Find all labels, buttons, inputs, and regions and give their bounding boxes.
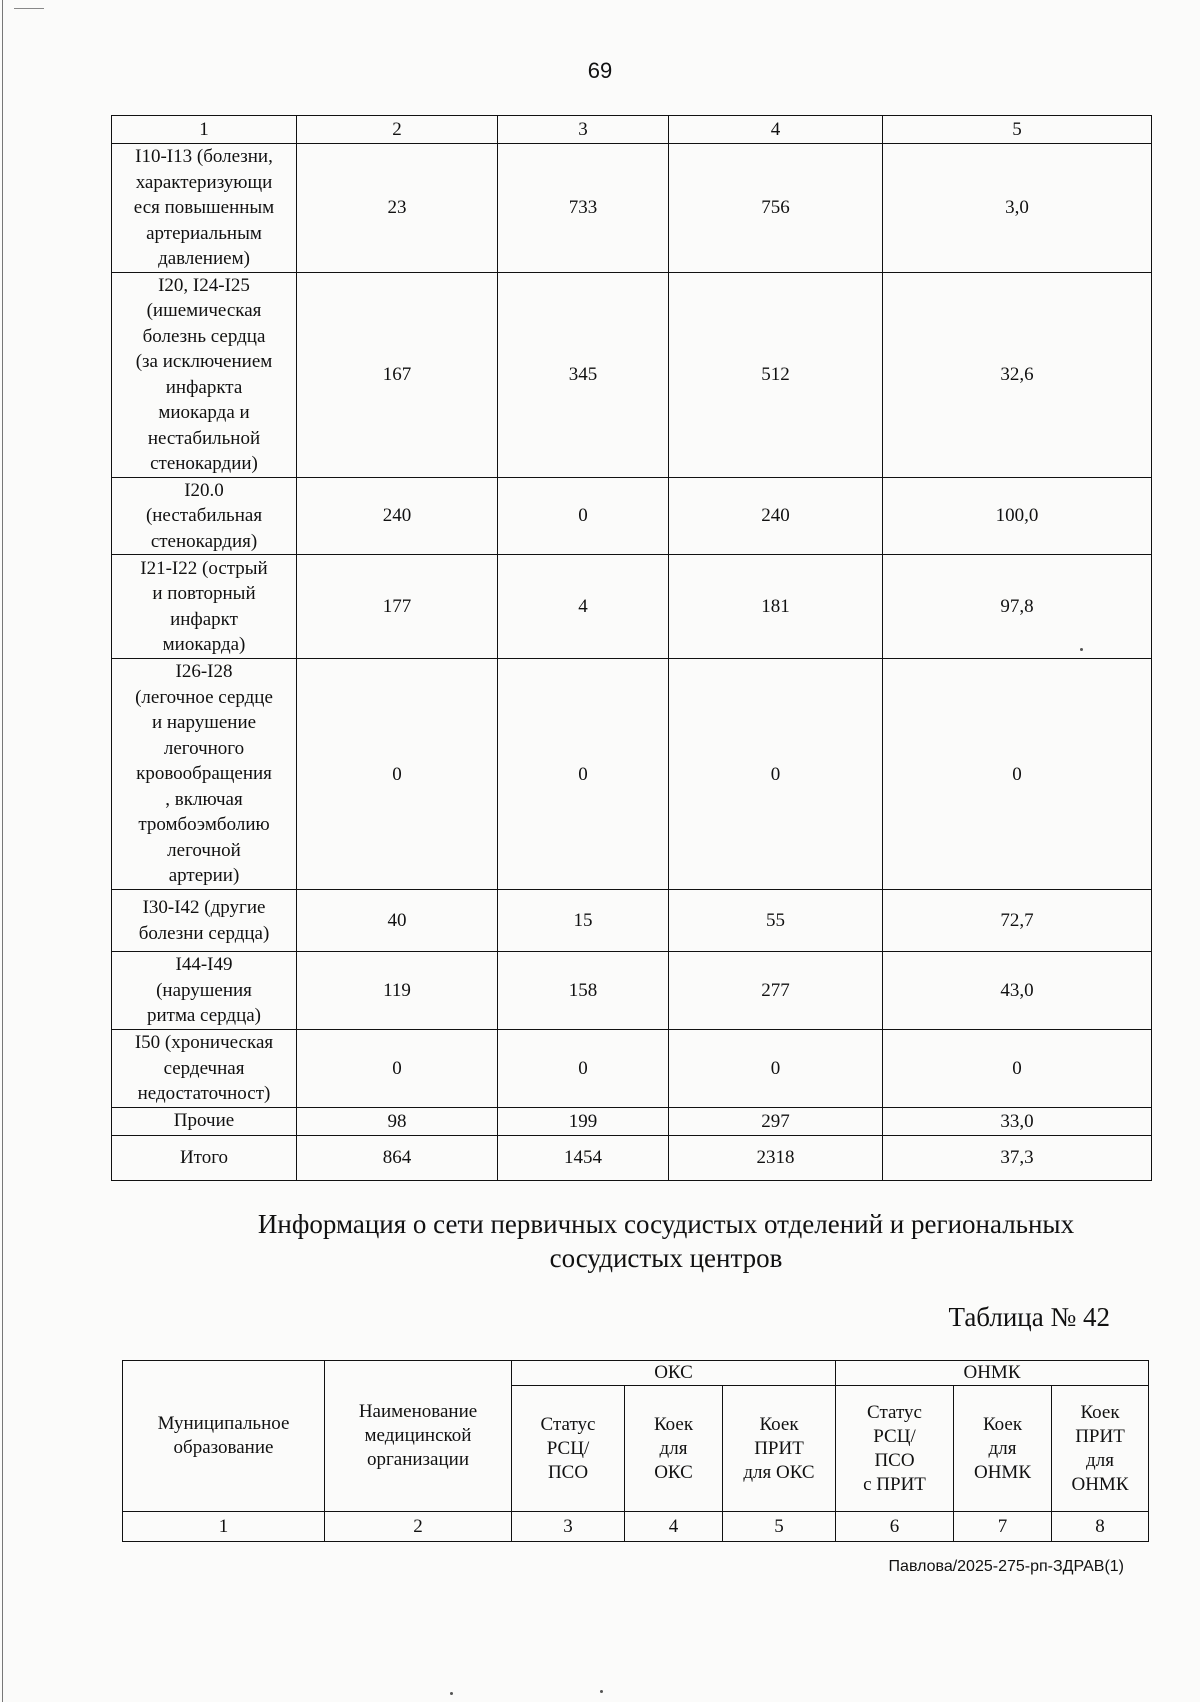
value-cell: 199 xyxy=(498,1107,669,1135)
value-cell: 0 xyxy=(883,659,1152,890)
header-line: с ПРИТ xyxy=(863,1473,926,1495)
value-cell: 98 xyxy=(297,1107,498,1135)
value-cell: 240 xyxy=(669,477,883,555)
header-group-oks: ОКС xyxy=(512,1361,836,1386)
diagnosis-line: (ишемическая xyxy=(146,300,262,321)
diagnosis-line: I50 (хроническая xyxy=(134,1032,274,1053)
diagnosis-line: I10-I13 (болезни, xyxy=(135,146,273,167)
diagnosis-line: еся повышенным xyxy=(133,197,275,218)
scan-speck xyxy=(600,1690,603,1693)
header-line: ПСО xyxy=(547,1461,589,1483)
value-cell: 345 xyxy=(498,272,669,477)
column-number: 1 xyxy=(123,1512,325,1542)
header-organization xyxy=(325,1361,512,1512)
value-cell: 43,0 xyxy=(883,952,1152,1030)
section-title-line: сосудистых центров xyxy=(549,1243,783,1273)
value-cell: 119 xyxy=(297,952,498,1030)
header-oks-beds xyxy=(625,1386,723,1512)
diagnosis-cell xyxy=(112,555,297,659)
diagnosis-cell xyxy=(112,1107,297,1135)
header-line: ОНМК xyxy=(1071,1473,1129,1495)
diagnosis-line: и повторный xyxy=(152,583,256,604)
value-cell: 240 xyxy=(297,477,498,555)
header-line: Статус xyxy=(540,1413,596,1435)
diagnosis-line: инфаркта xyxy=(165,376,243,398)
diagnosis-line: I21-I22 (острый xyxy=(140,557,268,579)
diagnosis-cell xyxy=(112,1030,297,1108)
diagnosis-line: артериальным xyxy=(146,222,262,244)
value-cell: 40 xyxy=(297,890,498,952)
column-number: 5 xyxy=(883,116,1152,144)
column-number: 4 xyxy=(669,116,883,144)
column-number: 1 xyxy=(112,116,297,144)
scan-speck xyxy=(450,1692,453,1695)
column-number: 3 xyxy=(512,1512,625,1542)
value-cell: 0 xyxy=(498,477,669,555)
header-line: Муниципальное xyxy=(157,1413,290,1434)
diagnosis-cell xyxy=(112,659,297,890)
header-onmk-icu-beds xyxy=(1052,1386,1149,1512)
table-row xyxy=(112,1030,1152,1108)
diagnosis-line: (за исключением xyxy=(135,351,273,372)
value-cell: 0 xyxy=(669,659,883,890)
value-cell: 0 xyxy=(297,659,498,890)
value-cell: 100,0 xyxy=(883,477,1152,555)
header-line: РСЦ/ xyxy=(546,1437,590,1459)
diagnosis-cell xyxy=(112,272,297,477)
value-cell: 733 xyxy=(498,144,669,273)
header-onmk-beds xyxy=(954,1386,1052,1512)
diagnosis-line: кровообращения xyxy=(136,763,272,785)
diagnosis-line: и нарушение xyxy=(151,712,257,734)
table-row xyxy=(112,952,1152,1030)
value-cell: 0 xyxy=(498,659,669,890)
diagnosis-line: , включая xyxy=(165,788,243,810)
value-cell: 158 xyxy=(498,952,669,1030)
diagnosis-line: Прочие xyxy=(173,1110,235,1132)
value-cell: 55 xyxy=(669,890,883,952)
header-line: для ОКС xyxy=(743,1461,815,1483)
table-row xyxy=(112,1135,1152,1180)
scan-mark xyxy=(14,8,44,9)
diagnosis-cell xyxy=(112,952,297,1030)
value-cell: 37,3 xyxy=(883,1135,1152,1180)
diagnosis-line: миокарда) xyxy=(162,634,246,655)
table-row xyxy=(112,272,1152,477)
header-line: Статус xyxy=(867,1401,922,1423)
value-cell: 756 xyxy=(669,144,883,273)
value-cell: 32,6 xyxy=(883,272,1152,477)
value-cell: 864 xyxy=(297,1135,498,1180)
column-number: 7 xyxy=(954,1512,1052,1542)
table-row xyxy=(112,477,1152,555)
value-cell: 1454 xyxy=(498,1135,669,1180)
section-title-line: Информация о сети первичных сосудистых отделений и региональных xyxy=(257,1209,1075,1239)
scan-speck xyxy=(1080,648,1083,651)
value-cell: 177 xyxy=(297,555,498,659)
diagnosis-line: (нестабильная xyxy=(145,505,263,526)
header-line: Коек xyxy=(759,1413,799,1435)
diagnosis-line: сердечная xyxy=(163,1057,245,1079)
table-row xyxy=(112,659,1152,890)
column-number: 8 xyxy=(1052,1512,1149,1542)
section-title xyxy=(226,1207,1106,1275)
diagnosis-table-body xyxy=(112,144,1152,1181)
diagnosis-line: стенокардия) xyxy=(150,530,258,552)
column-number-row xyxy=(112,116,1152,144)
vascular-centers-table xyxy=(122,1360,1149,1542)
header-line: для xyxy=(659,1437,688,1459)
header-line: для xyxy=(988,1437,1017,1459)
diagnosis-line: миокарда и xyxy=(158,402,250,423)
diagnosis-line: (нарушения xyxy=(156,979,252,1001)
document-footer-code: Павлова/2025-275-рп-ЗДРАВ(1) xyxy=(888,1558,1124,1575)
diagnosis-line: легочной xyxy=(167,839,241,861)
column-number: 5 xyxy=(723,1512,836,1542)
diagnosis-line: болезни сердца) xyxy=(138,922,270,944)
diagnosis-line: недостаточност) xyxy=(137,1083,271,1104)
diagnosis-line: I20, I24-I25 xyxy=(158,274,250,296)
diagnosis-cell xyxy=(112,890,297,952)
header-line: Коек xyxy=(1080,1401,1120,1423)
header-line: Коек xyxy=(982,1413,1023,1435)
diagnosis-cell xyxy=(112,477,297,555)
table-row xyxy=(112,890,1152,952)
table-row xyxy=(112,555,1152,659)
table-label: Таблица № 42 xyxy=(948,1302,1110,1332)
column-number: 2 xyxy=(325,1512,512,1542)
value-cell: 277 xyxy=(669,952,883,1030)
value-cell: 2318 xyxy=(669,1135,883,1180)
scan-left-edge xyxy=(2,0,3,1702)
value-cell: 167 xyxy=(297,272,498,477)
diagnosis-line: I30-I42 (другие xyxy=(142,897,266,918)
column-number: 4 xyxy=(625,1512,723,1542)
header-line: ПСО xyxy=(874,1449,915,1471)
value-cell: 72,7 xyxy=(883,890,1152,952)
column-number: 3 xyxy=(498,116,669,144)
header-oks-status xyxy=(512,1386,625,1512)
diagnosis-line: I20.0 xyxy=(184,479,224,501)
value-cell: 0 xyxy=(297,1030,498,1108)
diagnosis-line: тромбоэмболию xyxy=(138,814,270,836)
value-cell: 33,0 xyxy=(883,1107,1152,1135)
header-municipal xyxy=(123,1361,325,1512)
diagnosis-line: (легочное сердце xyxy=(135,686,273,708)
header-line: образование xyxy=(173,1437,274,1458)
diagnosis-line: инфаркт xyxy=(170,608,238,630)
value-cell: 297 xyxy=(669,1107,883,1135)
header-line: медицинской xyxy=(364,1425,472,1446)
column-number: 2 xyxy=(297,116,498,144)
page-number: 69 xyxy=(587,58,613,83)
diagnosis-line: давлением) xyxy=(158,248,250,269)
diagnosis-line: Итого xyxy=(179,1146,229,1168)
diagnosis-line: I26-I28 xyxy=(175,661,233,683)
header-line: для xyxy=(1086,1449,1114,1471)
diagnosis-line: ритма сердца) xyxy=(147,1005,261,1027)
diagnosis-line: стенокардии) xyxy=(150,453,258,474)
header-oks-icu-beds xyxy=(723,1386,836,1512)
value-cell: 3,0 xyxy=(883,144,1152,273)
value-cell: 0 xyxy=(669,1030,883,1108)
value-cell: 4 xyxy=(498,555,669,659)
table-row xyxy=(112,144,1152,273)
header-line: ПРИТ xyxy=(1075,1425,1125,1447)
table-row xyxy=(112,1107,1152,1135)
diagnosis-cell xyxy=(112,1135,297,1180)
header-line: РСЦ/ xyxy=(873,1425,916,1447)
value-cell: 512 xyxy=(669,272,883,477)
header-line: ОКС xyxy=(654,1461,693,1483)
value-cell: 0 xyxy=(883,1030,1152,1108)
header-line: Коек xyxy=(653,1413,694,1435)
header-line: ОНМК xyxy=(973,1461,1031,1483)
column-number-row xyxy=(123,1512,1149,1542)
diagnosis-line: нестабильной xyxy=(147,427,261,449)
value-cell: 97,8 xyxy=(883,555,1152,659)
value-cell: 15 xyxy=(498,890,669,952)
header-line: организации xyxy=(366,1449,469,1470)
diagnosis-line: болезнь сердца xyxy=(142,325,266,347)
column-number: 6 xyxy=(836,1512,954,1542)
header-group-onmk: ОНМК xyxy=(836,1361,1149,1386)
header-line: Наименование xyxy=(358,1401,478,1422)
value-cell: 23 xyxy=(297,144,498,273)
diagnosis-line: артерии) xyxy=(168,865,240,887)
header-line: ПРИТ xyxy=(754,1437,804,1459)
diagnosis-line: характеризующи xyxy=(135,171,273,193)
diagnosis-table xyxy=(111,115,1152,1181)
diagnosis-line: I44-I49 xyxy=(175,954,233,976)
diagnosis-line: легочного xyxy=(163,737,245,759)
header-onmk-status xyxy=(836,1386,954,1512)
diagnosis-cell xyxy=(112,144,297,273)
value-cell: 181 xyxy=(669,555,883,659)
value-cell: 0 xyxy=(498,1030,669,1108)
